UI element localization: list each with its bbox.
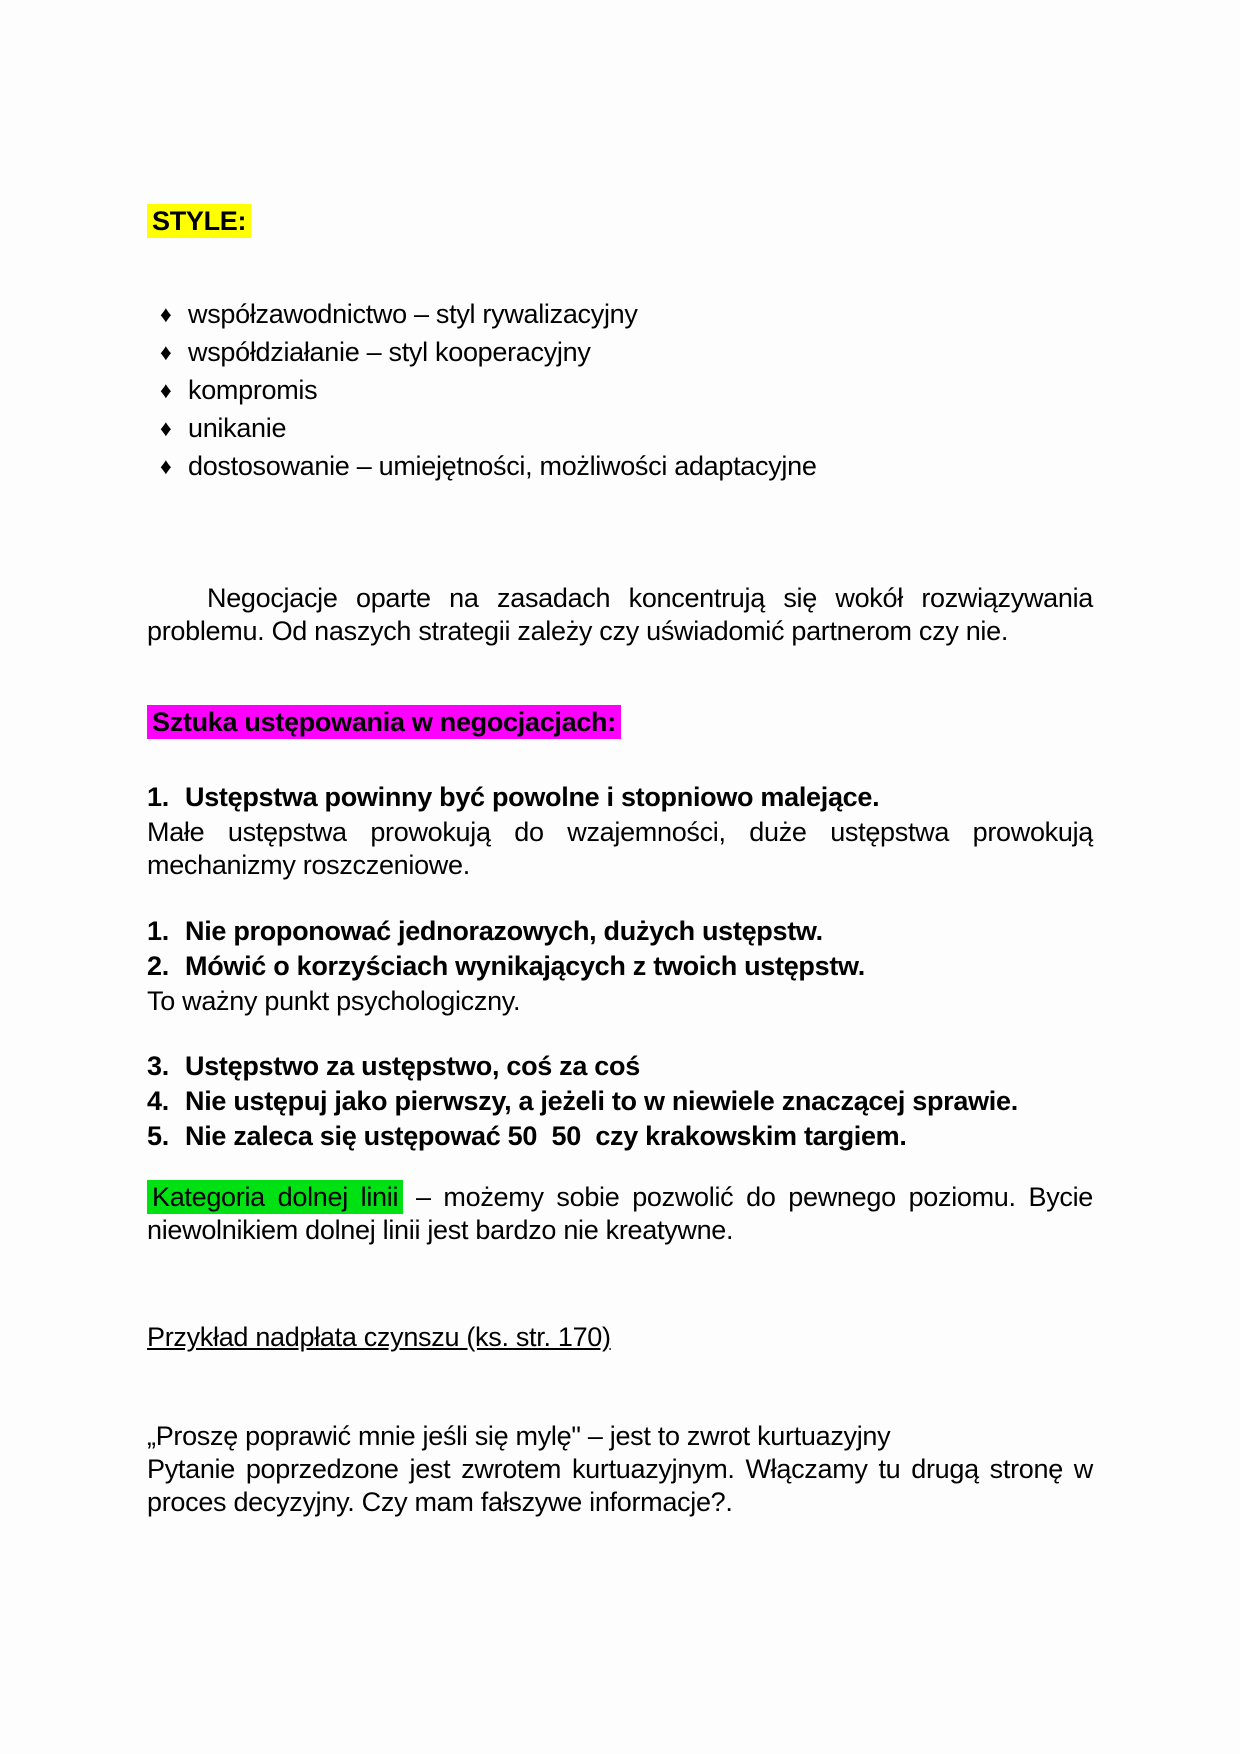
rule-text: Nie ustępuj jako pierwszy, a jeżeli to w niewiele znaczącej sprawie. (185, 1086, 1018, 1116)
rules-list-b (147, 1050, 1093, 1153)
rule-text: Nie proponować jednorazowych, dużych ustępstw. (185, 916, 823, 946)
list-item (147, 412, 1093, 445)
diamond-bullet-icon: ♦ (160, 301, 172, 327)
diamond-bullet-icon: ♦ (160, 377, 172, 403)
numbered-rule (147, 915, 1093, 948)
rule-number: 5. (147, 1121, 169, 1151)
rule-slow-concessions (147, 781, 1093, 814)
bottom-line-paragraph (147, 1181, 1093, 1247)
diamond-bullet-icon: ♦ (160, 453, 172, 479)
list-item (147, 298, 1093, 331)
list-item (147, 450, 1093, 483)
rule-number: 1. (147, 782, 169, 812)
yellow-highlight: STYLE: (147, 204, 251, 238)
list-item (147, 336, 1093, 369)
rule-slow-note: Małe ustępstwa prowokują do wzajemności, duże ustępstwa prowokują mechanizmy roszczeniowe. (147, 817, 1093, 880)
rule-text: Nie zaleca się ustępować 50 50 czy krakowskim targiem. (185, 1121, 907, 1151)
styles-section-heading (147, 203, 1093, 240)
numbered-rule (147, 1120, 1093, 1153)
courtesy-phrase-explanation: Pytanie poprzedzone jest zwrotem kurtuazyjnym. Włączamy tu drugą stronę w proces decyzyjny. Czy mam fałszywe informacje?. (147, 1454, 1093, 1517)
list-item-label: współdziałanie – styl kooperacyjny (188, 337, 591, 367)
courtesy-phrase-quote: „Proszę poprawić mnie jeśli się mylę" – jest to zwrot kurtuazyjny (147, 1421, 891, 1451)
numbered-rule (147, 950, 1093, 983)
list-item (147, 374, 1093, 407)
list-item-label: dostosowanie – umiejętności, możliwości adaptacyjne (188, 451, 817, 481)
diamond-bullet-icon: ♦ (160, 415, 172, 441)
psychological-point-note: To ważny punkt psychologiczny. (147, 986, 521, 1016)
negotiation-styles-list (147, 298, 1093, 483)
rule-number: 1. (147, 916, 169, 946)
rule-text: Ustępstwo za ustępstwo, coś za coś (185, 1051, 640, 1081)
rule-text: Ustępstwa powinny być powolne i stopniowo malejące. (185, 782, 880, 812)
list-item-label: współzawodnictwo – styl rywalizacyjny (188, 299, 638, 329)
list-item-label: kompromis (188, 375, 318, 405)
rule-number: 2. (147, 951, 169, 981)
numbered-rule (147, 781, 1093, 814)
concessions-section-heading (147, 704, 1093, 741)
rule-text: Mówić o korzyściach wynikających z twoich ustępstw. (185, 951, 865, 981)
green-highlight: Kategoria dolnej linii (147, 1180, 403, 1214)
principled-negotiation-paragraph: Negocjacje oparte na zasadach koncentrują się wokół rozwiązywania problemu. Od naszych strategii zależy czy uświadomić partnerom czy nie. (147, 583, 1093, 646)
numbered-rule (147, 1050, 1093, 1083)
rules-list-a (147, 915, 1093, 983)
rule-number: 4. (147, 1086, 169, 1116)
magenta-highlight: Sztuka ustępowania w negocjacjach: (147, 705, 621, 739)
list-item-label: unikanie (188, 413, 287, 443)
rule-number: 3. (147, 1051, 169, 1081)
diamond-bullet-icon: ♦ (160, 339, 172, 365)
rent-overpayment-example-heading: Przykład nadpłata czynszu (ks. str. 170) (147, 1322, 611, 1352)
numbered-rule (147, 1085, 1093, 1118)
bottom-line-rest: – możemy sobie pozwolić do pewnego poziomu. Bycie niewolnikiem dolnej linii jest bardzo nie kreatywne. (147, 1182, 1094, 1245)
